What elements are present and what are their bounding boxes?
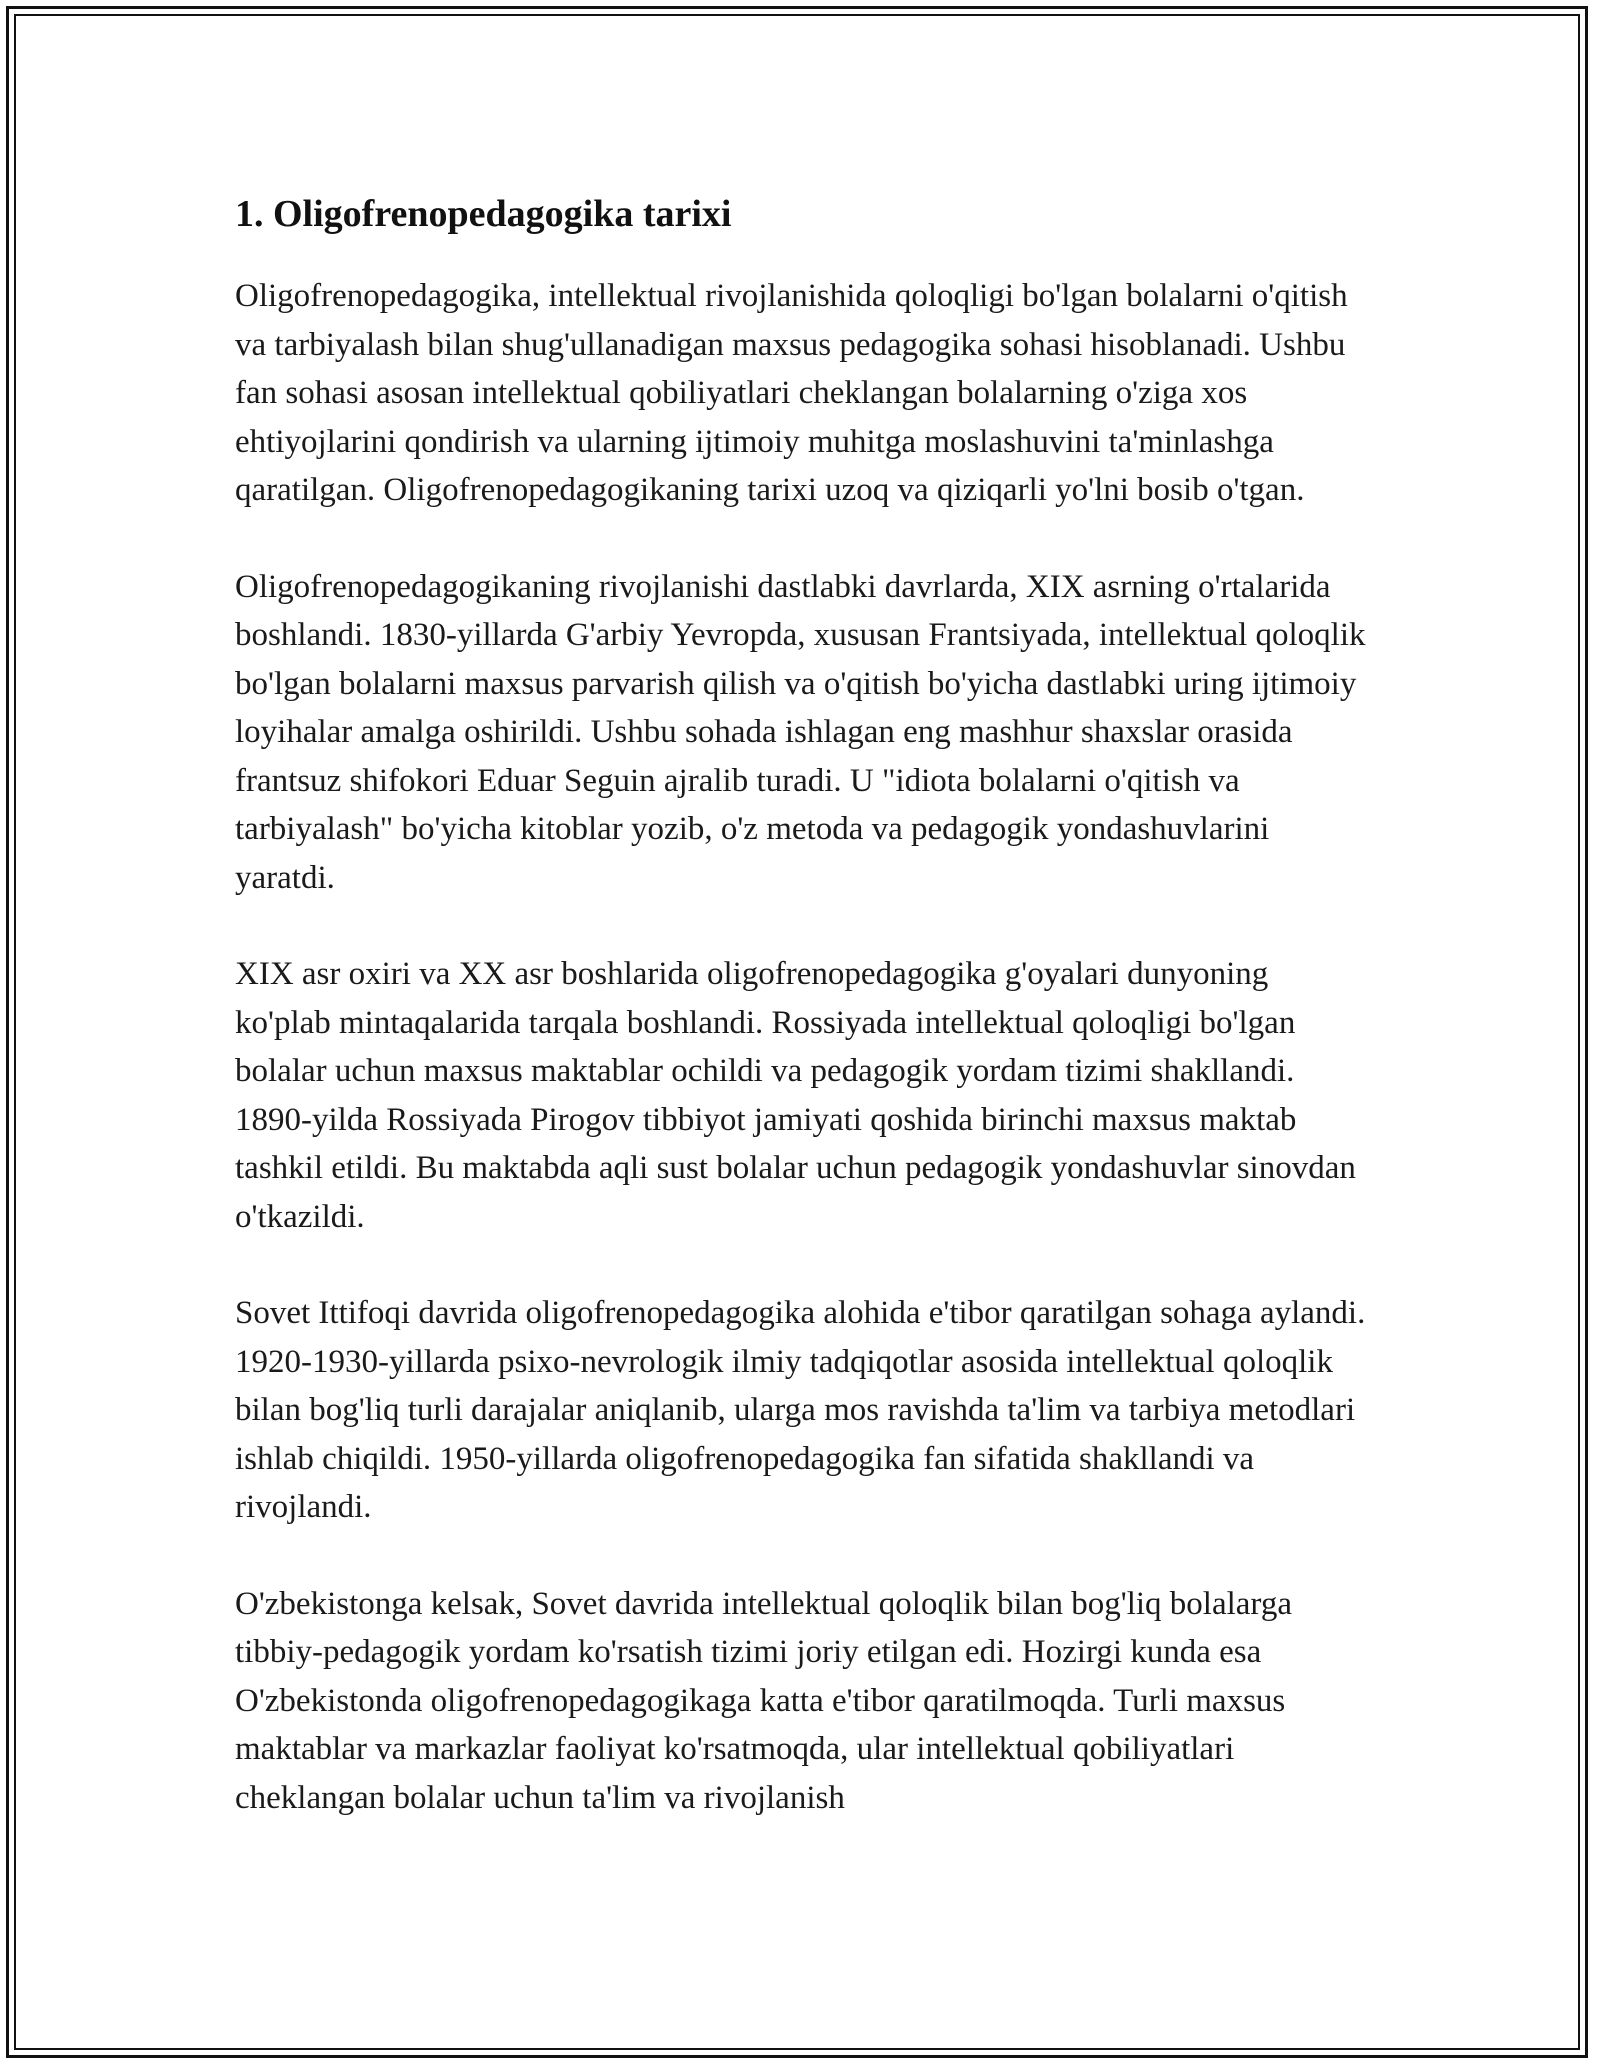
- document-body: [235, 186, 1370, 1870]
- paragraph-1: Oligofrenopedagogika, intellektual rivojlanishida qoloqligi bo'lgan bolalarni o'qitish va tarbiyalash bilan shug'ullanadigan maxsus pedagogika sohasi hisoblanadi. Ushbu fan sohasi asosan intellektual qobiliyatlari cheklangan bolalarning o'ziga xos ehtiyojlarini qondirish va ularning ijtimoiy muhitga moslashuvini ta'minlashga qaratilgan. Oligofrenopedagogikaning tarixi uzoq va qiziqarli yo'lni bosib o'tgan.: [235, 278, 1348, 508]
- paragraph-2: Oligofrenopedagogikaning rivojlanishi dastlabki davrlarda, XIX asrning o'rtalarida boshlandi. 1830-yillarda G'arbiy Yevropda, xususan Frantsiyada, intellektual qoloqlik bo'lgan bolalarni maxsus parvarish qilish va o'qitish bo'yicha dastlabki uring ijtimoiy loyihalar amalga oshirildi. Ushbu sohada ishlagan eng mashhur shaxslar orasida frantsuz shifokori Eduar Seguin ajralib turadi. U "idiota bolalarni o'qitish va tarbiyalash" bo'yicha kitoblar yozib, o'z metoda va pedagogik yondashuvlarini yaratdi.: [235, 568, 1366, 896]
- paragraph-4: Sovet Ittifoqi davrida oligofrenopedagogika alohida e'tibor qaratilgan sohaga aylandi. 1920-1930-yillarda psixo-nevrologik ilmiy tadqiqotlar asosida intellektual qoloqlik bilan bog'liq turli darajalar aniqlanib, ularga mos ravishda ta'lim va tarbiya metodlari ishlab chiqildi. 1950-yillarda oligofrenopedagogika fan sifatida shakllandi va rivojlandi.: [235, 1295, 1366, 1525]
- paragraph-5: O'zbekistonga kelsak, Sovet davrida intellektual qoloqlik bilan bog'liq bolalarga tibbiy-pedagogik yordam ko'rsatish tizimi joriy etilgan edi. Hozirgi kunda esa O'zbekistonda oligofrenopedagogikaga katta e'tibor qaratilmoqda. Turli maxsus maktablar va markazlar faoliyat ko'rsatmoqda, ular intellektual qobiliyatlari cheklangan bolalar uchun ta'lim va rivojlanish: [235, 1585, 1292, 1816]
- section-heading: 1. Oligofrenopedagogika tarixi: [235, 193, 732, 235]
- paragraph-3: XIX asr oxiri va XX asr boshlarida oligofrenopedagogika g'oyalari dunyoning ko'plab mintaqalarida tarqala boshlandi. Rossiyada intellektual qoloqligi bo'lgan bolalar uchun maxsus maktablar ochildi va pedagogik yordam tizimi shakllandi. 1890-yilda Rossiyada Pirogov tibbiyot jamiyati qoshida birinchi maxsus maktab tashkil etildi. Bu maktabda aqli sust bolalar uchun pedagogik yondashuvlar sinovdan o'tkazildi.: [235, 956, 1356, 1235]
